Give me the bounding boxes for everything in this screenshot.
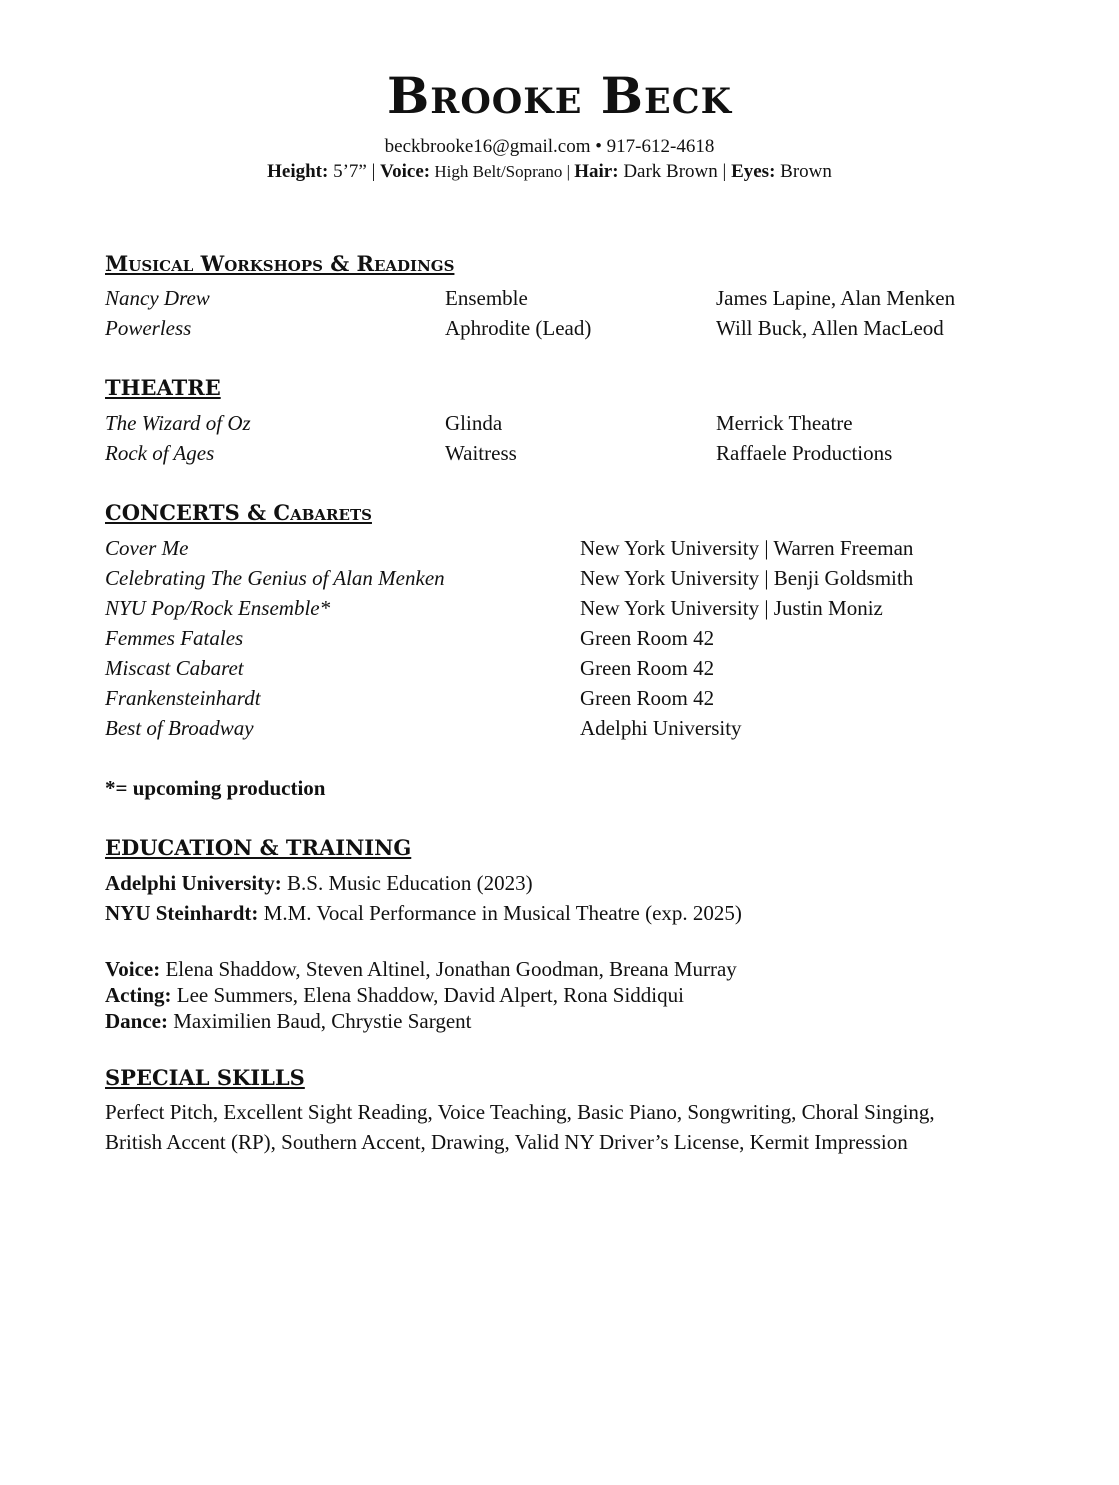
show-title: Femmes Fatales [105,626,244,650]
concert-row [0,563,1119,593]
role: Aphrodite (Lead) [445,316,592,340]
degree-detail: M.M. Vocal Performance in Musical Theatre (exp. 2025) [258,901,742,925]
credit-row [0,283,1119,313]
concert-row [0,683,1119,713]
education-heading: EDUCATION & TRAINING [105,835,412,860]
credit: Merrick Theatre [716,411,853,435]
show-title: Nancy Drew [105,286,210,310]
venue: New York University | Warren Freeman [580,536,914,560]
skills-heading: SPECIAL SKILLS [105,1065,305,1090]
workshops-heading: Musical Workshops & Readings [105,251,455,276]
degree-line [105,868,533,898]
hair-label: Hair: [574,161,619,182]
credit: Raffaele Productions [716,441,893,465]
venue: New York University | Justin Moniz [580,596,883,620]
training-label: Dance: [105,1009,168,1033]
credit-row [0,408,1119,438]
training-label: Voice: [105,957,161,981]
applicant-name: Brooke Beck [386,66,733,125]
concerts-heading: CONCERTS & Cabarets [105,500,372,525]
upcoming-note: *= upcoming production [105,776,326,800]
school-name: Adelphi University: [105,871,282,895]
eyes-value: Brown [775,161,832,182]
show-title: Miscast Cabaret [105,656,244,680]
degree-detail: B.S. Music Education (2023) [281,871,533,895]
venue: Green Room 42 [580,656,715,680]
concert-row [0,533,1119,563]
venue: New York University | Benji Goldsmith [580,566,914,590]
show-title: Powerless [105,316,192,340]
role: Waitress [445,441,517,465]
show-title: Celebrating The Genius of Alan Menken [105,566,445,590]
concert-row [0,623,1119,653]
role: Glinda [445,411,503,435]
credit-row [0,313,1119,343]
show-title: Cover Me [105,536,189,560]
concert-row [0,713,1119,743]
concert-row [0,653,1119,683]
height-value: 5’7” | [328,161,381,182]
physical-stats-line [0,160,1099,184]
concert-row [0,593,1119,623]
eyes-label: Eyes: [731,161,776,182]
venue: Adelphi University [580,716,742,740]
theatre-heading: THEATRE [105,375,221,400]
venue: Green Room 42 [580,626,715,650]
skills-text: Perfect Pitch, Excellent Sight Reading, Voice Teaching, Basic Piano, Songwriting, Choral Singing, British Accent (RP), Southern Accent, Drawing, Valid NY Driver’s License, Kermit Impression [105,1100,935,1154]
show-title: The Wizard of Oz [105,411,251,435]
degree-line [105,898,742,928]
role: Ensemble [445,286,528,310]
credit: Will Buck, Allen MacLeod [716,316,944,340]
show-title: Best of Broadway [105,716,254,740]
training-names: Elena Shaddow, Steven Altinel, Jonathan Goodman, Breana Murray [160,957,737,981]
training-line [105,1008,471,1034]
show-title: Rock of Ages [105,441,215,465]
training-names: Lee Summers, Elena Shaddow, David Alpert, Rona Siddiqui [171,983,684,1007]
show-title: Frankensteinhardt [105,686,261,710]
training-label: Acting: [105,983,172,1007]
height-label: Height: [267,161,329,182]
training-line [105,956,737,982]
credit-row [0,438,1119,468]
voice-value: High Belt/Soprano | [430,162,575,181]
training-names: Maximilien Baud, Chrystie Sargent [167,1009,472,1033]
school-name: NYU Steinhardt: [105,901,259,925]
voice-label: Voice: [380,161,431,182]
hair-value: Dark Brown | [618,161,732,182]
venue: Green Room 42 [580,686,715,710]
credit: James Lapine, Alan Menken [716,286,956,310]
training-line [105,982,684,1008]
show-title: NYU Pop/Rock Ensemble* [105,596,331,620]
contact-line: beckbrooke16@gmail.com • 917-612-4618 [384,136,715,157]
